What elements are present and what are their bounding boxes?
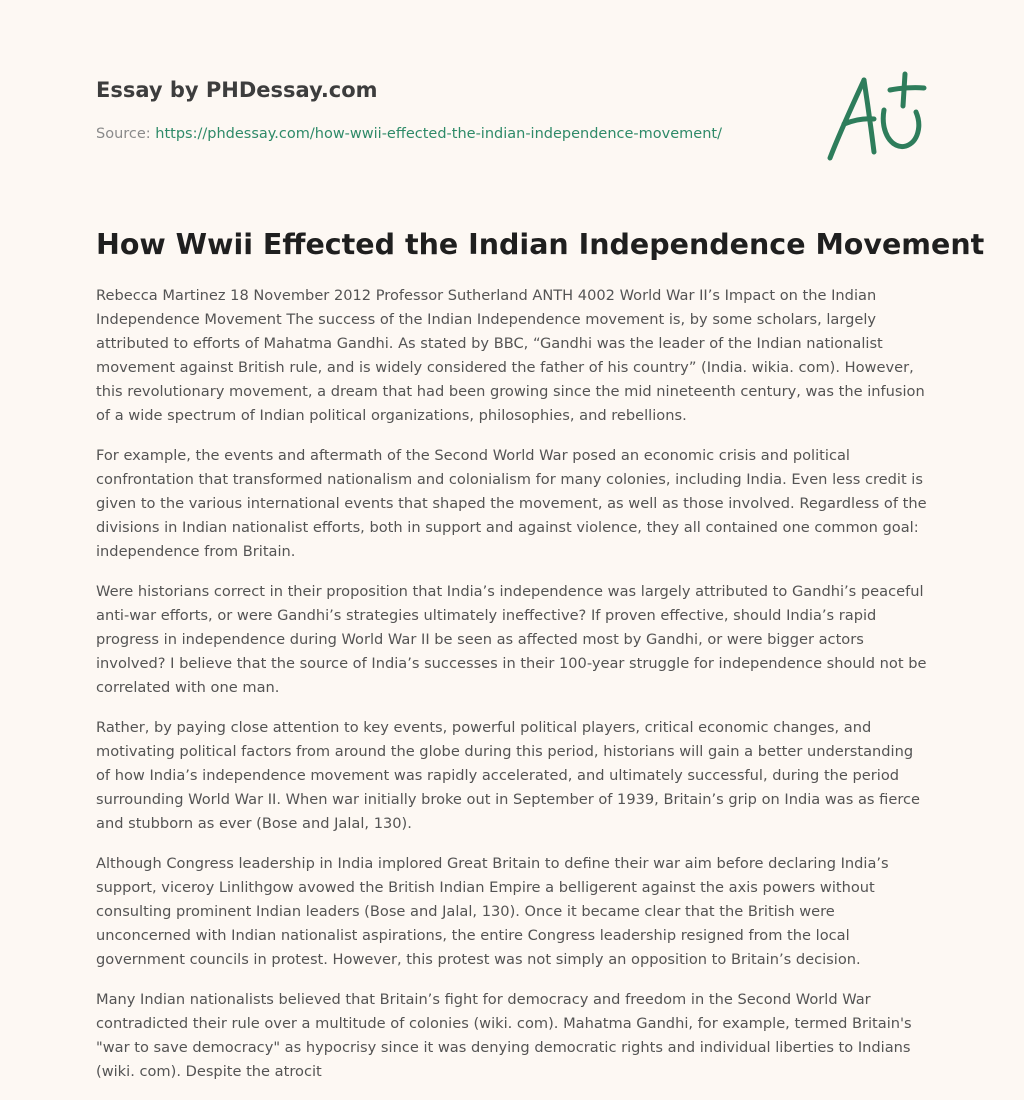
source-link[interactable]: https://phdessay.com/how-wwii-effected-the-indian-independence-movement/ [155, 126, 722, 142]
essay-paragraph: Rebecca Martinez 18 November 2012 Professor Sutherland ANTH 4002 World War II’s Impact on the Indian Independence Movement The success of the Indian Independence movement is, by some scholars, largely attributed to efforts of Mahatma Gandhi. As stated by BBC, “Gandhi was the leader of the Indian nationalist movement against British rule, and is widely considered the father of his country” (India. wikia. com). However, this revolutionary movement, a dream that had been growing since the mid nineteenth century, was the infusion of a wide spectrum of Indian political organizations, philosophies, and rebellions. [96, 287, 925, 424]
essay-header [96, 76, 796, 144]
essay-paragraph: Although Congress leadership in India implored Great Britain to define their war aim before declaring India’s support, viceroy Linlithgow avowed the British Indian Empire a belligerent against the axis powers without consulting prominent Indian leaders (Bose and Jalal, 130). Once it became clear that the British were unconcerned with Indian nationalist aspirations, the entire Congress leadership resigned from the local government councils in protest. However, this protest was not simply an opposition to Britain’s decision. [96, 855, 889, 968]
essay-paragraph: Rather, by paying close attention to key events, powerful political players, critical economic changes, and motivating political factors from around the globe during this period, historians will gain a better understanding of how India’s independence movement was rapidly accelerated, and ultimately successful, during the period surrounding World War II. When war initially broke out in September of 1939, Britain’s grip on India was as fierce and stubborn as ever (Bose and Jalal, 130). [96, 719, 921, 832]
essay-title: How Wwii Effected the Indian Independence Movement [96, 228, 985, 261]
essay-body [96, 284, 930, 1084]
source-label: Source: [96, 126, 156, 142]
site-title: Essay by PHDessay.com [96, 78, 378, 102]
essay-paragraph: Many Indian nationalists believed that Britain’s fight for democracy and freedom in the Second World War contradicted their rule over a multitude of colonies (wiki. com). Mahatma Gandhi, for example, termed Britain's "war to save democracy" as hypocrisy since it was denying democratic rights and individual liberties to Indians (wiki. com). Despite the atrocit [96, 991, 912, 1080]
source-line [96, 124, 796, 144]
essay-paragraph: Were historians correct in their proposition that India’s independence was largely attributed to Gandhi’s peaceful anti-war efforts, or were Gandhi’s strategies ultimately ineffective? If proven effective, should India’s rapid progress in independence during World War II be seen as affected most by Gandhi, or were bigger actors involved? I believe that the source of India’s successes in their 100-year struggle for independence should not be correlated with one man. [96, 583, 927, 696]
essay-paragraph: For example, the events and aftermath of the Second World War posed an economic crisis and political confrontation that transformed nationalism and colonialism for many colonies, including India. Even less credit is given to the various international events that shaped the movement, as well as those involved. Regardless of the divisions in Indian nationalist efforts, both in support and against violence, they all contained one common goal: independence from Britain. [96, 447, 927, 560]
a-plus-grade-icon [822, 66, 932, 166]
